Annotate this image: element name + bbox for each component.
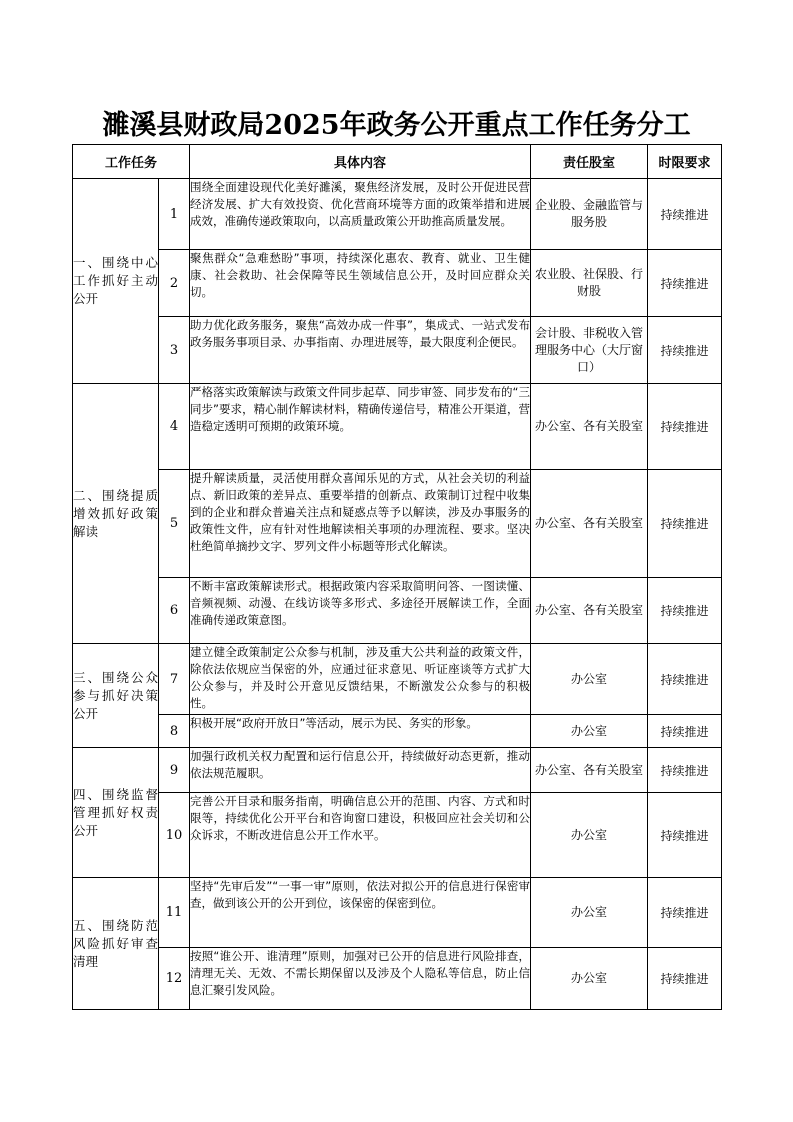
category-cell: 一、围绕中心工作抓好主动公开 — [73, 179, 159, 384]
table-row — [73, 250, 722, 317]
table-row — [73, 384, 722, 470]
table-row — [73, 948, 722, 1010]
row-limit: 持续推进 — [648, 384, 722, 470]
document-title: 濉溪县财政局2025年政务公开重点工作任务分工 — [102, 110, 691, 141]
table-row — [73, 878, 722, 948]
row-limit: 持续推进 — [648, 715, 722, 748]
row-dept: 办公室 — [531, 715, 648, 748]
row-limit: 持续推进 — [648, 179, 722, 250]
table-row — [73, 470, 722, 578]
row-number: 4 — [159, 384, 190, 470]
category-cell: 二、围绕提质增效抓好政策解读 — [73, 384, 159, 644]
row-number: 5 — [159, 470, 190, 578]
row-limit: 持续推进 — [648, 793, 722, 878]
row-content: 完善公开目录和服务指南，明确信息公开的范围、内容、方式和时限等，持续优化公开平台和咨询窗口建设，积极回应社会关切和公众诉求，不断改进信息公开工作水平。 — [190, 793, 531, 878]
row-limit: 持续推进 — [648, 317, 722, 384]
row-content: 建立健全政策制定公众参与机制，涉及重大公共利益的政策文件，除依法依规应当保密的外，应通过征求意见、听证座谈等方式扩大公众参与，并及时公开意见反馈结果，不断激发公众参与的积极性。 — [190, 644, 531, 715]
table-row — [73, 578, 722, 644]
row-limit: 持续推进 — [648, 578, 722, 644]
row-content: 严格落实政策解读与政策文件同步起草、同步审签、同步发布的“三同步”要求，精心制作解读材料，精确传递信号，精准公开渠道，营造稳定透明可预期的政策环境。 — [190, 384, 531, 470]
row-dept: 办公室 — [531, 793, 648, 878]
row-dept: 办公室、各有关股室 — [531, 384, 648, 470]
row-content: 按照“谁公开、谁清理”原则，加强对已公开的信息进行风险排查，清理无关、无效、不需长期保留以及涉及个人隐私等信息，防止信息汇聚引发风险。 — [190, 948, 531, 1010]
row-number: 8 — [159, 715, 190, 748]
row-number: 7 — [159, 644, 190, 715]
row-limit: 持续推进 — [648, 470, 722, 578]
table-row — [73, 748, 722, 793]
header-dept: 责任股室 — [531, 145, 648, 179]
row-content: 助力优化政务服务，聚焦“高效办成一件事”，集成式、一站式发布政务服务事项目录、办事指南、办理进展等，最大限度利企便民。 — [190, 317, 531, 384]
row-dept: 办公室、各有关股室 — [531, 470, 648, 578]
row-number: 9 — [159, 748, 190, 793]
row-dept: 农业股、社保股、行财股 — [531, 250, 648, 317]
header-task: 工作任务 — [73, 145, 190, 179]
row-dept: 企业股、金融监管与服务股 — [531, 179, 648, 250]
row-number: 12 — [159, 948, 190, 1010]
row-content: 聚焦群众“急难愁盼”事项，持续深化惠农、教育、就业、卫生健康、社会救助、社会保障等民生领域信息公开，及时回应群众关切。 — [190, 250, 531, 317]
row-dept: 办公室 — [531, 644, 648, 715]
table-row — [73, 179, 722, 250]
table-row — [73, 793, 722, 878]
row-content: 积极开展“政府开放日”等活动，展示为民、务实的形象。 — [190, 715, 531, 748]
table-row — [73, 317, 722, 384]
row-limit: 持续推进 — [648, 948, 722, 1010]
header-row — [73, 145, 722, 179]
row-dept: 会计股、非税收入管理服务中心（大厅窗口） — [531, 317, 648, 384]
row-dept: 办公室、各有关股室 — [531, 748, 648, 793]
row-number: 11 — [159, 878, 190, 948]
row-limit: 持续推进 — [648, 748, 722, 793]
category-cell: 五、围绕防范风险抓好审查清理 — [73, 878, 159, 1010]
row-number: 6 — [159, 578, 190, 644]
table-row — [73, 715, 722, 748]
table-row — [73, 644, 722, 715]
row-content: 围绕全面建设现代化美好濉溪，聚焦经济发展，及时公开促进民营经济发展、扩大有效投资、优化营商环境等方面的政策举措和进展成效，准确传递政策取向，以高质量政策公开助推高质量发展。 — [190, 179, 531, 250]
row-number: 1 — [159, 179, 190, 250]
row-dept: 办公室、各有关股室 — [531, 578, 648, 644]
category-cell: 三、围绕公众参与抓好决策公开 — [73, 644, 159, 748]
row-limit: 持续推进 — [648, 644, 722, 715]
row-limit: 持续推进 — [648, 878, 722, 948]
row-number: 3 — [159, 317, 190, 384]
row-content: 加强行政机关权力配置和运行信息公开，持续做好动态更新，推动依法规范履职。 — [190, 748, 531, 793]
task-table — [72, 144, 722, 1010]
row-number: 2 — [159, 250, 190, 317]
row-limit: 持续推进 — [648, 250, 722, 317]
row-number: 10 — [159, 793, 190, 878]
header-limit: 时限要求 — [648, 145, 722, 179]
row-content: 提升解读质量，灵活使用群众喜闻乐见的方式，从社会关切的利益点、新旧政策的差异点、重要举措的创新点、政策制订过程中收集到的企业和群众普遍关注点和疑惑点等予以解读，涉及办事服务的政策性文件，应有针对性地解读相关事项的办理流程、要求。坚决杜绝简单摘抄文字、罗列文件小标题等形式化解读。 — [190, 470, 531, 578]
header-content: 具体内容 — [190, 145, 531, 179]
row-dept: 办公室 — [531, 878, 648, 948]
row-content: 不断丰富政策解读形式。根据政策内容采取简明问答、一图读懂、音频视频、动漫、在线访谈等多形式、多途径开展解读工作，全面准确传递政策意图。 — [190, 578, 531, 644]
row-content: 坚持“先审后发”“一事一审”原则，依法对拟公开的信息进行保密审查，做到该公开的公开到位，该保密的保密到位。 — [190, 878, 531, 948]
category-cell: 四、围绕监督管理抓好权责公开 — [73, 748, 159, 878]
row-dept: 办公室 — [531, 948, 648, 1010]
